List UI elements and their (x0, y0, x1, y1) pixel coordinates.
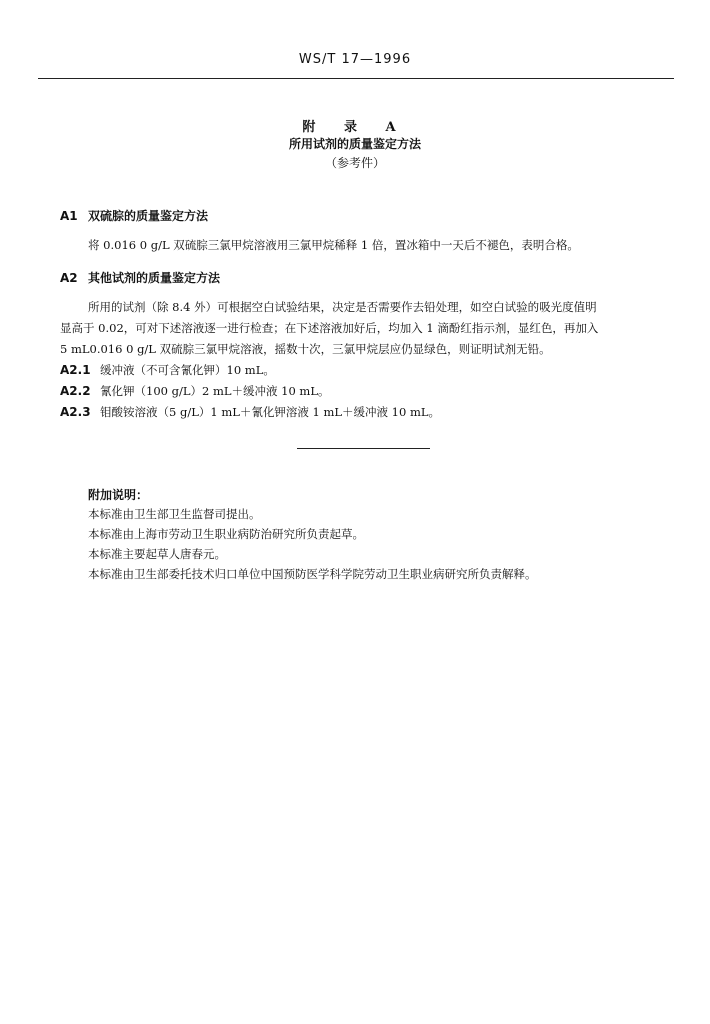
appendix-note: （参考件） (324, 156, 385, 170)
additional-heading: 附加说明： (88, 488, 149, 502)
list-item-text: 钼酸铵溶液（5 g/L）1 mL＋氰化钾溶液 1 mL＋缓冲液 10 mL。 (100, 405, 441, 419)
section-a1-title: 双硫腙的质量鉴定方法 (88, 209, 209, 223)
list-item-text: 缓冲液（不可含氰化钾）10 mL。 (100, 363, 275, 377)
section-a2-number: A2 (60, 271, 78, 285)
list-item-number: A2.3 (60, 405, 91, 419)
appendix-subtitle: 所用试剂的质量鉴定方法 (288, 137, 421, 151)
list-item-number: A2.1 (60, 363, 91, 377)
list-item-a2-1 (60, 362, 275, 378)
section-divider (297, 448, 430, 449)
section-a2-line: 显高于 0.02，可对下述溶液逐一进行检查；在下述溶液加好后，均加入 1 滴酚红指示剂，显红色，再加入 (60, 321, 599, 335)
additional-line: 本标准由卫生部委托技术归口单位中国预防医学科学院劳动卫生职业病研究所负责解释。 (88, 567, 537, 581)
appendix-title: 附 录 A (302, 120, 408, 135)
section-a2-heading (60, 269, 220, 286)
section-a1-text: 将 0.016 0 g/L 双硫腙三氯甲烷溶液用三氯甲烷稀释 1 倍，置冰箱中一天后不褪色，表明合格。 (88, 238, 579, 252)
section-a2-title: 其他试剂的质量鉴定方法 (88, 271, 221, 285)
list-item-a2-2 (60, 383, 329, 399)
additional-line: 本标准由卫生部卫生监督司提出。 (88, 507, 261, 521)
standard-code: WS/T 17—1996 (298, 52, 412, 67)
section-a1-heading (60, 207, 208, 224)
section-a2-line: 5 mL0.016 0 g/L 双硫腙三氯甲烷溶液，摇数十次，三氯甲烷层应仍显绿色，则证明试剂无铅。 (60, 342, 551, 356)
list-item-a2-3 (60, 404, 440, 420)
list-item-text: 氰化钾（100 g/L）2 mL＋缓冲液 10 mL。 (100, 384, 330, 398)
section-a1-number: A1 (60, 209, 78, 223)
list-item-number: A2.2 (60, 384, 91, 398)
additional-line: 本标准由上海市劳动卫生职业病防治研究所负责起草。 (88, 527, 364, 541)
additional-line: 本标准主要起草人唐春元。 (88, 547, 226, 561)
section-a2-line: 所用的试剂（除 8.4 外）可根据空白试验结果，决定是否需要作去铅处理，如空白试验的吸光度值明 (88, 300, 597, 314)
header-rule (38, 78, 674, 79)
